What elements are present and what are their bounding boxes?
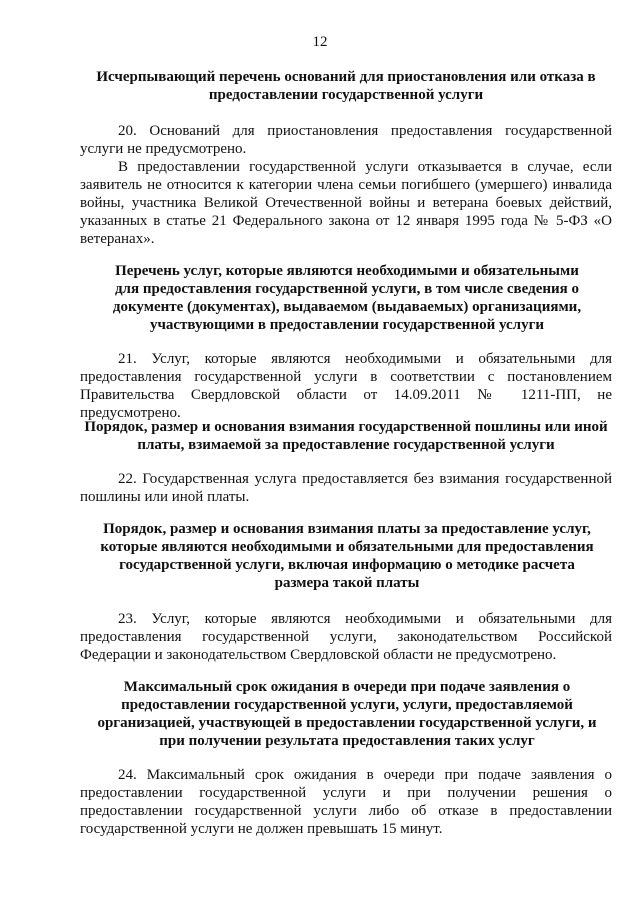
paragraph-24: 24. Максимальный срок ожидания в очереди при подаче заявления о предоставлении государственной услуги и при получении решения о предоставлении государственной услуги либо об отказе в предоставлении государственной услуги не должен превышать 15 минут. <box>80 767 612 837</box>
heading-necessary-services: Перечень услуг, которые являются необходимыми и обязательными для предоставления государственной услуги, в том числе сведения о документе (документах), выдаваемом (выдаваемых) организациями, участвующими в предоставлении государственной услуги <box>112 263 582 333</box>
paragraph-22: 22. Государственная услуга предоставляется без взимания государственной пошлины или иной платы. <box>80 471 612 505</box>
section-heading <box>92 520 602 592</box>
section-body <box>80 350 612 422</box>
paragraph-refusal: В предоставлении государственной услуги отказывается в случае, если заявитель не относится к категории члена семьи погибшего (умершего) инвалида войны, участника Великой Отечественной войны и ветерана боевых действий, указанных в статье 21 Федерального закона от 12 января 1995 года № 5-ФЗ «О ветеранах». <box>80 159 612 247</box>
section-body <box>80 766 612 838</box>
page-number: 12 <box>312 34 328 50</box>
section-heading <box>104 262 590 334</box>
section-heading <box>80 418 612 454</box>
section-body <box>80 470 612 506</box>
paragraph-23: 23. Услуг, которые являются необходимыми и обязательными для предоставления государственной услуги, законодательством Российской Федерации и законодательством Свердловской области не предусмотрено. <box>80 611 612 663</box>
heading-state-fee: Порядок, размер и основания взимания государственной пошлины или иной платы, взимаемой за предоставление государственной услуги <box>84 419 608 453</box>
section-body <box>80 122 612 248</box>
paragraph-20: 20. Оснований для приостановления предоставления государственной услуги не предусмотрено. <box>80 123 612 157</box>
heading-payment-methodology: Порядок, размер и основания взимания платы за предоставление услуг, которые являются необходимыми и обязательными для предоставления государственной услуги, включая информацию о методике расчета размера такой платы <box>100 521 594 591</box>
paragraph-21: 21. Услуг, которые являются необходимыми и обязательными для предоставления государственной услуги в соответствии с постановлением Правительства Свердловской области от 14.09.2011 № 1211-ПП, не предусмотрено. <box>80 351 612 421</box>
heading-queue-time: Максимальный срок ожидания в очереди при подаче заявления о предоставлении государственной услуги, услуги, предоставляемой организацией, участвующей в предоставлении государственной услуги, и при получении результата предоставления таких услуг <box>97 679 597 749</box>
section-heading <box>96 68 596 104</box>
heading-suspension-refusal: Исчерпывающий перечень оснований для приостановления или отказа в предоставлении государственной услуги <box>96 69 596 103</box>
section-heading <box>94 678 600 750</box>
section-body <box>80 610 612 664</box>
